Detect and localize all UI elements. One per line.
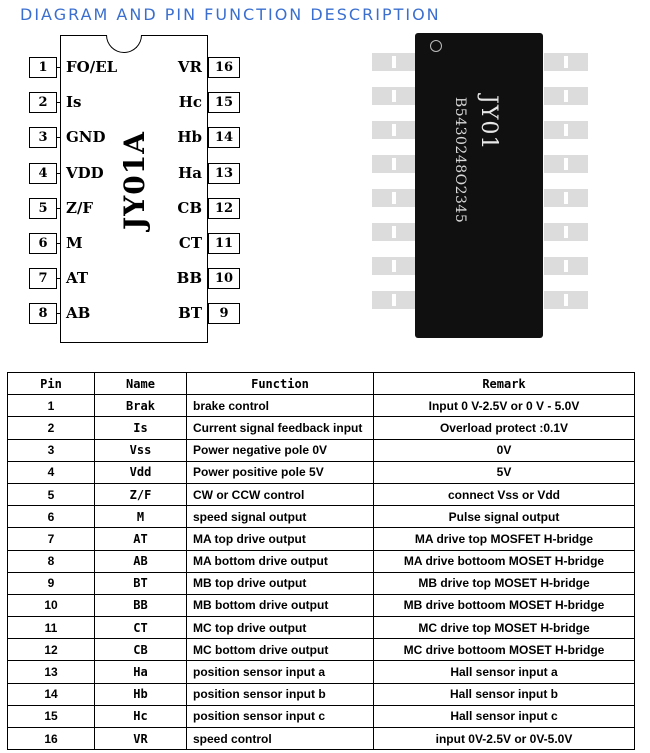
chip-code: B5430248O2345 bbox=[452, 97, 468, 224]
chip-leg-left bbox=[372, 257, 416, 275]
chip-leg-right bbox=[544, 291, 588, 309]
cell-remark: input 0V-2.5V or 0V-5.0V bbox=[374, 728, 635, 750]
pin-number-4: 4 bbox=[29, 163, 57, 184]
cell-function: Current signal feedback input bbox=[187, 417, 374, 439]
cell-name: Hb bbox=[95, 683, 187, 705]
cell-function: MC top drive output bbox=[187, 617, 374, 639]
pin-name-13: Ha bbox=[178, 163, 202, 182]
chip-leg-right bbox=[544, 257, 588, 275]
pin-number-3: 3 bbox=[29, 127, 57, 148]
pin-number-15: 15 bbox=[208, 92, 240, 113]
cell-pin: 12 bbox=[8, 639, 95, 661]
pin-lead bbox=[57, 243, 61, 244]
chip-leg-right bbox=[544, 155, 588, 173]
pin-name-3: GND bbox=[66, 128, 106, 147]
chip-leg-left bbox=[372, 53, 416, 71]
cell-pin: 2 bbox=[8, 417, 95, 439]
cell-remark: 5V bbox=[374, 461, 635, 483]
cell-name: VR bbox=[95, 728, 187, 750]
cell-pin: 16 bbox=[8, 728, 95, 750]
cell-name: BT bbox=[95, 572, 187, 594]
header-pin: Pin bbox=[8, 373, 95, 395]
chip-leg-left bbox=[372, 223, 416, 241]
chip-body bbox=[415, 33, 543, 338]
cell-function: speed control bbox=[187, 728, 374, 750]
header-name: Name bbox=[95, 373, 187, 395]
cell-function: MC bottom drive output bbox=[187, 639, 374, 661]
cell-function: MA top drive output bbox=[187, 528, 374, 550]
chip-leg-left bbox=[372, 189, 416, 207]
pin-number-7: 7 bbox=[29, 268, 57, 289]
cell-function: MB top drive output bbox=[187, 572, 374, 594]
cell-name: Vdd bbox=[95, 461, 187, 483]
table-row bbox=[8, 439, 635, 461]
cell-name: CB bbox=[95, 639, 187, 661]
table-row bbox=[8, 417, 635, 439]
pin-name-10: BB bbox=[176, 269, 202, 288]
cell-function: CW or CCW control bbox=[187, 483, 374, 505]
table-row bbox=[8, 617, 635, 639]
cell-pin: 3 bbox=[8, 439, 95, 461]
cell-remark: MA drive bottoom MOSET H-bridge bbox=[374, 550, 635, 572]
pin-name-12: CB bbox=[177, 198, 202, 217]
cell-remark: 0V bbox=[374, 439, 635, 461]
pin-number-14: 14 bbox=[208, 127, 240, 148]
pin-name-4: VDD bbox=[66, 163, 104, 182]
pin-number-6: 6 bbox=[29, 233, 57, 254]
table-row bbox=[8, 594, 635, 616]
table-row bbox=[8, 506, 635, 528]
pin-number-10: 10 bbox=[208, 268, 240, 289]
cell-pin: 5 bbox=[8, 483, 95, 505]
diagram-heading: DIAGRAM AND PIN FUNCTION DESCRIPTION bbox=[20, 5, 441, 24]
cell-name: Z/F bbox=[95, 483, 187, 505]
cell-pin: 9 bbox=[8, 572, 95, 594]
table-header-row bbox=[8, 373, 635, 395]
table-row bbox=[8, 550, 635, 572]
chip-leg-right bbox=[544, 121, 588, 139]
cell-remark: MC drive bottoom MOSET H-bridge bbox=[374, 639, 635, 661]
chip-leg-right bbox=[544, 53, 588, 71]
pin-lead bbox=[57, 313, 61, 314]
cell-name: Hc bbox=[95, 705, 187, 727]
cell-function: Power negative pole 0V bbox=[187, 439, 374, 461]
cell-pin: 8 bbox=[8, 550, 95, 572]
cell-pin: 14 bbox=[8, 683, 95, 705]
chip-leg-left bbox=[372, 87, 416, 105]
cell-function: position sensor input b bbox=[187, 683, 374, 705]
pin-number-1: 1 bbox=[29, 57, 57, 78]
table-row bbox=[8, 461, 635, 483]
pin-lead bbox=[57, 278, 61, 279]
pin-function-table bbox=[7, 372, 635, 750]
cell-name: AB bbox=[95, 550, 187, 572]
pin-lead bbox=[57, 67, 61, 68]
pin-name-15: Hc bbox=[178, 93, 202, 112]
chip-leg-right bbox=[544, 87, 588, 105]
pin-name-5: Z/F bbox=[66, 198, 94, 217]
table-row bbox=[8, 683, 635, 705]
cell-remark: MB drive top MOSET H-bridge bbox=[374, 572, 635, 594]
cell-function: speed signal output bbox=[187, 506, 374, 528]
cell-name: AT bbox=[95, 528, 187, 550]
table-row bbox=[8, 661, 635, 683]
pin-name-7: AT bbox=[66, 269, 88, 288]
cell-remark: Hall sensor input a bbox=[374, 661, 635, 683]
cell-name: Brak bbox=[95, 395, 187, 417]
chip-leg-left bbox=[372, 121, 416, 139]
cell-name: BB bbox=[95, 594, 187, 616]
table-row bbox=[8, 483, 635, 505]
pin-name-14: Hb bbox=[177, 128, 202, 147]
chip-leg-left bbox=[372, 155, 416, 173]
pin-lead bbox=[57, 208, 61, 209]
pin-lead bbox=[57, 173, 61, 174]
pin-number-16: 16 bbox=[208, 57, 240, 78]
cell-remark: Hall sensor input c bbox=[374, 705, 635, 727]
cell-function: MB bottom drive output bbox=[187, 594, 374, 616]
chip-leg-right bbox=[544, 189, 588, 207]
table-row bbox=[8, 572, 635, 594]
pin1-dot bbox=[430, 40, 442, 52]
cell-remark: Hall sensor input b bbox=[374, 683, 635, 705]
pin-lead bbox=[57, 137, 61, 138]
cell-function: brake control bbox=[187, 395, 374, 417]
cell-name: M bbox=[95, 506, 187, 528]
pin-name-6: M bbox=[66, 234, 83, 252]
cell-function: MA bottom drive output bbox=[187, 550, 374, 572]
pin-name-11: CT bbox=[178, 234, 202, 252]
chip-leg-right bbox=[544, 223, 588, 241]
table-row bbox=[8, 395, 635, 417]
pin-name-2: Is bbox=[66, 93, 82, 112]
pin-number-8: 8 bbox=[29, 303, 57, 324]
ic-label: JY01A bbox=[118, 131, 151, 230]
pin-number-5: 5 bbox=[29, 198, 57, 219]
cell-pin: 10 bbox=[8, 594, 95, 616]
cell-name: Vss bbox=[95, 439, 187, 461]
pin-name-1: FO/EL bbox=[66, 58, 118, 76]
cell-remark: Overload protect :0.1V bbox=[374, 417, 635, 439]
header-function: Function bbox=[187, 373, 374, 395]
table-row bbox=[8, 728, 635, 750]
cell-function: position sensor input a bbox=[187, 661, 374, 683]
cell-name: Is bbox=[95, 417, 187, 439]
cell-pin: 11 bbox=[8, 617, 95, 639]
cell-pin: 6 bbox=[8, 506, 95, 528]
cell-remark: connect Vss or Vdd bbox=[374, 483, 635, 505]
cell-pin: 15 bbox=[8, 705, 95, 727]
cell-name: Ha bbox=[95, 661, 187, 683]
cell-name: CT bbox=[95, 617, 187, 639]
cell-pin: 1 bbox=[8, 395, 95, 417]
pin-number-13: 13 bbox=[208, 163, 240, 184]
table-row bbox=[8, 528, 635, 550]
cell-remark: MB drive bottoom MOSET H-bridge bbox=[374, 594, 635, 616]
pin-name-8: AB bbox=[66, 304, 91, 323]
cell-pin: 7 bbox=[8, 528, 95, 550]
pin-number-9: 9 bbox=[208, 303, 240, 324]
cell-remark: Pulse signal output bbox=[374, 506, 635, 528]
pin-name-9: BT bbox=[178, 304, 202, 323]
cell-pin: 4 bbox=[8, 461, 95, 483]
header-remark: Remark bbox=[374, 373, 635, 395]
pin-number-2: 2 bbox=[29, 92, 57, 113]
pin-name-16: VR bbox=[177, 58, 202, 76]
cell-function: Power positive pole 5V bbox=[187, 461, 374, 483]
cell-remark: Input 0 V-2.5V or 0 V - 5.0V bbox=[374, 395, 635, 417]
chip-leg-left bbox=[372, 291, 416, 309]
cell-remark: MC drive top MOSET H-bridge bbox=[374, 617, 635, 639]
pin-lead bbox=[57, 102, 61, 103]
cell-function: position sensor input c bbox=[187, 705, 374, 727]
table-row bbox=[8, 639, 635, 661]
chip-marking: JY01 bbox=[476, 95, 501, 151]
pin-number-12: 12 bbox=[208, 198, 240, 219]
table-row bbox=[8, 705, 635, 727]
cell-pin: 13 bbox=[8, 661, 95, 683]
cell-remark: MA drive top MOSFET H-bridge bbox=[374, 528, 635, 550]
pin-number-11: 11 bbox=[208, 233, 240, 254]
